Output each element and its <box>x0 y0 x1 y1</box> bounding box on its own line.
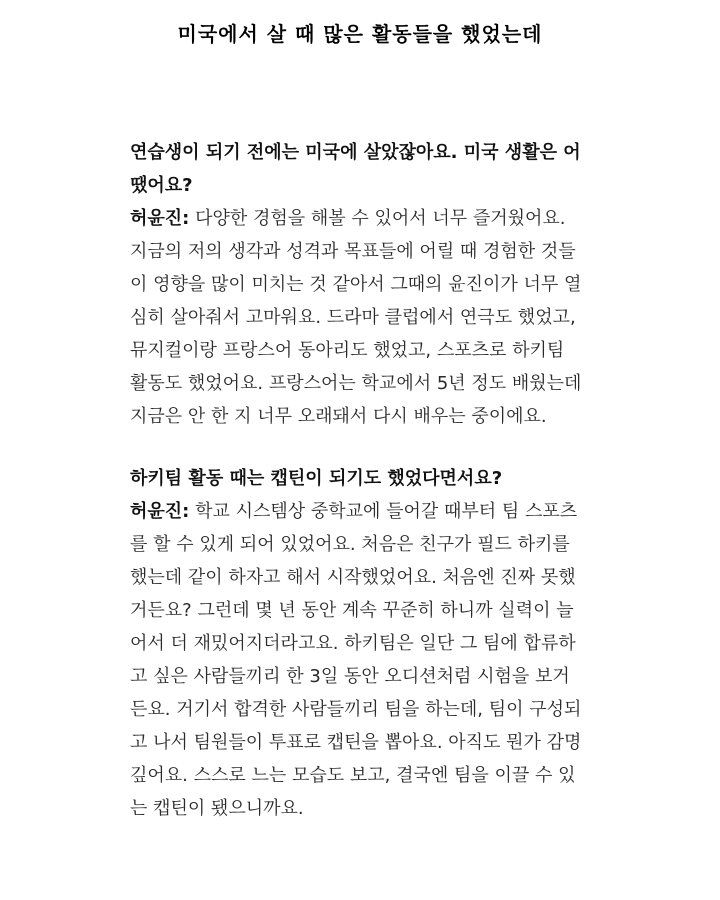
answer-line: 지금은 안 한 지 너무 오래돼서 다시 배우는 중이에요. <box>130 406 547 427</box>
answer-line: 깊어요. 스스로 느는 모습도 보고, 결국엔 팀을 이끌 수 있 <box>130 765 576 786</box>
answer-line: 심히 살아줘서 고마워요. 드라마 클럽에서 연극도 했었고, <box>130 307 576 328</box>
interview-section-1 <box>130 136 610 433</box>
answer-line: 고 싶은 사람들끼리 한 3일 동안 오디션처럼 시험을 보거 <box>130 666 570 687</box>
interview-section-2 <box>130 462 610 825</box>
interview-question-1 <box>130 136 610 202</box>
interview-answer-1 <box>130 202 610 433</box>
question-line: 연습생이 되기 전에는 미국에 살았잖아요. 미국 생활은 어 <box>130 142 581 163</box>
answer-line: 뮤지컬이랑 프랑스어 동아리도 했었고, 스포츠로 하키팀 <box>130 340 565 361</box>
answer-line <box>130 495 610 528</box>
answer-line: 는 캡틴이 됐으니까요. <box>130 798 304 819</box>
answer-line <box>130 202 610 235</box>
answer-text: 학교 시스템상 중학교에 들어갈 때부터 팀 스포츠 <box>189 501 578 522</box>
interview-answer-2 <box>130 495 610 825</box>
question-line: 땠어요? <box>130 175 193 196</box>
speaker-label: 허윤진: <box>130 208 190 229</box>
interview-question-2 <box>130 462 610 495</box>
question-line: 하키팀 활동 때는 캡틴이 되기도 했었다면서요? <box>130 468 503 489</box>
page-headline: 미국에서 살 때 많은 활동들을 했었는데 <box>177 22 543 46</box>
answer-line: 활동도 했었어요. 프랑스어는 학교에서 5년 정도 배웠는데 <box>130 373 582 394</box>
answer-line: 지금의 저의 생각과 성격과 목표들에 어릴 때 경험한 것들 <box>130 241 576 262</box>
answer-line: 든요. 거기서 합격한 사람들끼리 팀을 하는데, 팀이 구성되 <box>130 699 582 720</box>
answer-text: 다양한 경험을 해볼 수 있어서 너무 즐거웠어요. <box>189 208 566 229</box>
speaker-label: 허윤진: <box>130 501 190 522</box>
interview-article <box>130 136 610 854</box>
answer-line: 거든요? 그런데 몇 년 동안 계속 꾸준히 하니까 실력이 늘 <box>130 600 574 621</box>
answer-line: 이 영향을 많이 미치는 것 같아서 그때의 윤진이가 너무 열 <box>130 274 582 295</box>
answer-line: 어서 더 재밌어지더라고요. 하키팀은 일단 그 팀에 합류하 <box>130 633 576 654</box>
answer-line: 고 나서 팀원들이 투표로 캡틴을 뽑아요. 아직도 뭔가 감명 <box>130 732 582 753</box>
answer-line: 했는데 같이 하자고 해서 시작했었어요. 처음엔 진짜 못했 <box>130 567 576 588</box>
answer-line: 를 할 수 있게 되어 있었어요. 처음은 친구가 필드 하키를 <box>130 534 570 555</box>
